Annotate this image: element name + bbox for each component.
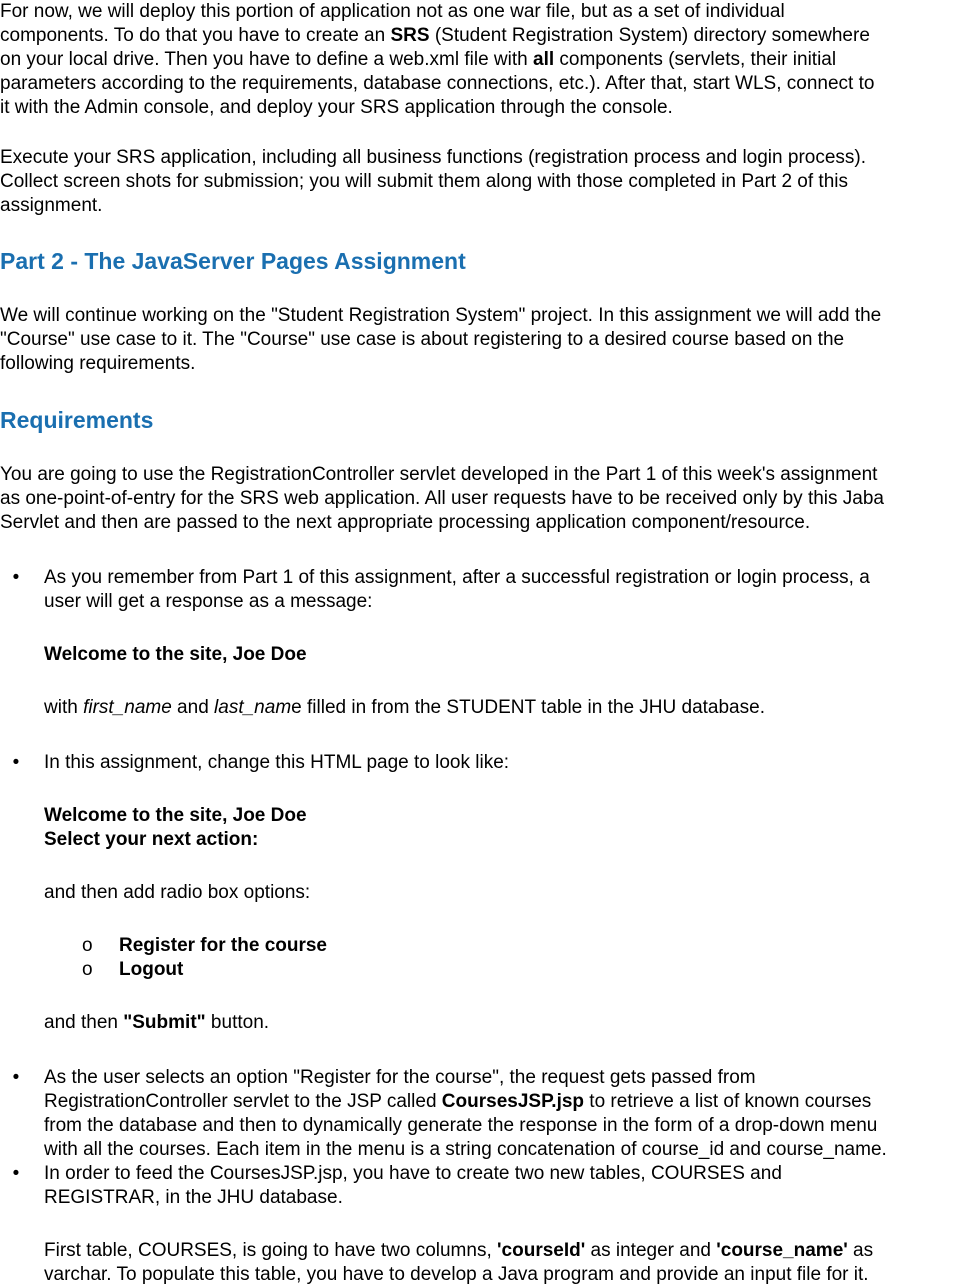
bullet-item-2: In this assignment, change this HTML page to look like: [44,752,510,773]
submit-line: and then "Submit" button. [44,1012,270,1033]
option-logout: Logout [119,959,184,980]
text-line: For now, we will deploy this portion of application not as one war file, but as a set of individual [0,1,785,22]
requirements-paragraph: You are going to use the RegistrationController servlet developed in the Part 1 of this week's assignment as one-point-of-entry for the SRS web application. All user requests have to be received only by this Jaba Servlet and then are passed to the next appropriate processing application component/resource. [0,464,884,533]
bullet-item-3: As the user selects an option "Register for the course", the request gets passed from RegistrationController servlet to the JSP called CoursesJSP.jsp to retrieve a list of known courses from the database and then to dynamically generate the response in the form of a drop-down menu with all the courses. Each item in the menu is a string concatenation of course_id and course_name. [44,1067,887,1160]
bullet-icon: • [12,1163,20,1184]
execute-paragraph: Execute your SRS application, including all business functions (registration process and login process). Collect screen shots for submission; you will submit them along with those completed in Part 2 of this assignment. [0,147,867,216]
section-heading-part2: Part 2 - The JavaServer Pages Assignment [0,248,466,274]
bullet-icon: • [12,567,20,588]
courses-table-paragraph: First table, COURSES, is going to have two columns, 'courseId' as integer and 'course_name' as varchar. To populate this table, you have to develop a Java program and provide an input file for it. [44,1240,874,1285]
with-line: with first_name and last_name filled in from the STUDENT table in the JHU database. [44,697,765,718]
bold-all: all [533,49,555,70]
welcome-message-1: Welcome to the site, Joe Doe [44,644,307,665]
bold-coursesjsp: CoursesJSP.jsp [441,1091,585,1112]
circle-bullet-icon: o [82,935,93,956]
intro-paragraph [0,0,970,120]
radio-intro: and then add radio box options: [44,882,311,903]
text-line: it with the Admin console, and deploy your SRS application through the console. [0,97,673,118]
bullet-icon: • [12,1067,20,1088]
bullet-item-4: In order to feed the CoursesJSP.jsp, you have to create two new tables, COURSES and REGISTRAR, in the JHU database. [44,1163,782,1208]
select-action-label: Select your next action: [44,829,259,850]
bullet-icon: • [12,752,20,773]
text-line: components. To do that you have to create an SRS (Student Registration System) directory somewhere [0,25,870,46]
text-line: on your local drive. Then you have to define a web.xml file with all components (servlets, their initial [0,49,837,70]
circle-bullet-icon: o [82,959,93,980]
part2-intro-paragraph: We will continue working on the "Student Registration System" project. In this assignment we will add the "Course" use case to it. The "Course" use case is about registering to a desired course based on the following requirements. [0,305,882,374]
option-register: Register for the course [119,935,327,956]
section-heading-requirements: Requirements [0,407,154,433]
text-line: parameters according to the requirements, database connections, etc.). After that, start WLS, connect to [0,73,875,94]
bullet-item-1: As you remember from Part 1 of this assignment, after a successful registration or login process, a user will get a response as a message: [44,567,870,612]
bold-srs: SRS [390,25,430,46]
welcome-message-2: Welcome to the site, Joe Doe Select your next action: [44,804,970,852]
